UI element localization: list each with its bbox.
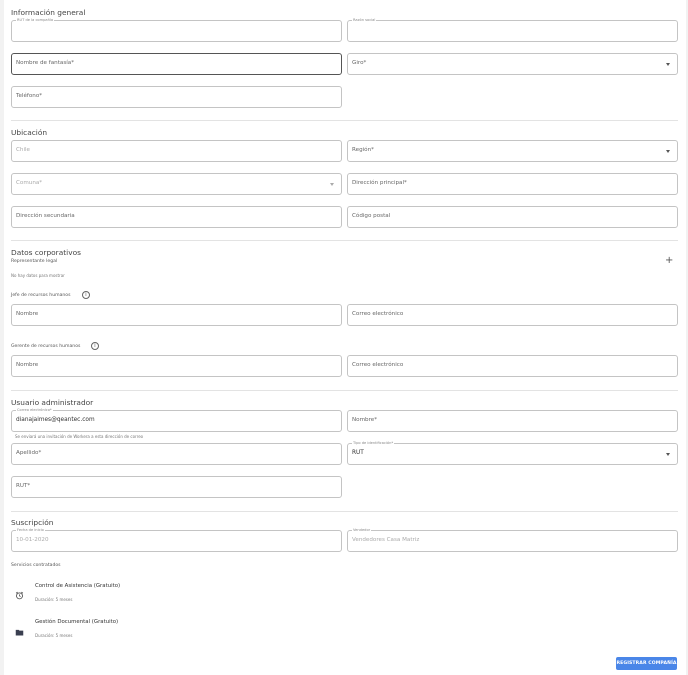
comuna-placeholder: Comuna*	[16, 180, 43, 186]
section-title-corporativos: Datos corporativos	[11, 248, 81, 257]
gerente-rrhh-label: Gerente de recursos humanos	[11, 344, 81, 349]
jefe-correo-field[interactable]	[347, 304, 678, 326]
divider	[11, 390, 678, 391]
gerente-correo-placeholder: Correo electrónico	[352, 362, 404, 368]
registrar-compania-button[interactable]: REGISTRAR COMPAÑÍA	[616, 657, 677, 670]
gerente-correo-field[interactable]	[347, 355, 678, 377]
rut-company-field[interactable]	[11, 20, 342, 42]
service-name: Control de Asistencia (Gratuito)	[35, 583, 121, 589]
codigo-postal-placeholder: Código postal	[352, 213, 391, 219]
fecha-inicio-field[interactable]	[11, 530, 342, 552]
divider	[11, 511, 678, 512]
vendedor-label: Vendedor	[353, 528, 371, 532]
service-duration: Duración: 5 meses	[35, 597, 73, 602]
info-icon[interactable]: i	[82, 291, 90, 299]
razon-social-field[interactable]	[347, 20, 678, 42]
tipo-identificacion-value: RUT	[352, 450, 364, 456]
chevron-down-icon	[666, 63, 670, 66]
company-registration-form	[4, 0, 686, 675]
admin-nombre-placeholder: Nombre*	[352, 417, 378, 423]
rut-company-label: RUT de la compañía	[17, 18, 54, 22]
chevron-down-icon	[330, 183, 334, 186]
jefe-correo-placeholder: Correo electrónico	[352, 311, 404, 317]
region-placeholder: Región*	[352, 147, 374, 153]
direccion-secundaria-placeholder: Dirección secundaria	[16, 213, 75, 219]
nombre-fantasia-placeholder: Nombre de fantasía*	[16, 60, 75, 66]
section-title-general: Información general	[11, 8, 86, 17]
servicios-contratados-label: Servicios contratados	[11, 563, 61, 568]
giro-placeholder: Giro*	[352, 60, 367, 66]
add-representante-button[interactable]: +	[665, 255, 674, 266]
divider	[11, 120, 678, 121]
tipo-identificacion-label: Tipo de identificación*	[353, 441, 394, 445]
no-data-text: No hay datos para mostrar	[11, 273, 65, 278]
fecha-inicio-label: Fecha de inicio	[17, 528, 44, 532]
vendedor-field[interactable]	[347, 530, 678, 552]
jefe-nombre-placeholder: Nombre	[16, 311, 39, 317]
representante-legal-label: Representante legal	[11, 259, 58, 264]
admin-rut-placeholder: RUT*	[16, 483, 31, 489]
razon-social-label: Razón social	[353, 18, 376, 22]
vendedor-value: Vendedores Casa Matriz	[352, 537, 420, 543]
telefono-field[interactable]	[11, 86, 342, 108]
admin-correo-value: dianajaimes@qeantec.com	[16, 417, 95, 423]
pais-field[interactable]	[11, 140, 342, 162]
jefe-rrhh-label: Jefe de recursos humanos	[11, 293, 71, 298]
fecha-inicio-value: 10-01-2020	[16, 537, 49, 543]
alarm-clock-icon	[15, 585, 24, 594]
giro-select[interactable]	[347, 53, 678, 75]
nombre-fantasia-field[interactable]	[11, 53, 342, 75]
admin-correo-field[interactable]	[11, 410, 342, 432]
chevron-down-icon	[666, 150, 670, 153]
jefe-nombre-field[interactable]	[11, 304, 342, 326]
admin-correo-helper: Se enviará una invitación de Workera a esta dirección de correo	[15, 434, 144, 439]
direccion-principal-field[interactable]	[347, 173, 678, 195]
codigo-postal-field[interactable]	[347, 206, 678, 228]
region-select[interactable]	[347, 140, 678, 162]
divider	[11, 240, 678, 241]
service-name: Gestión Documental (Gratuito)	[35, 619, 119, 625]
comuna-select[interactable]	[11, 173, 342, 195]
direccion-principal-placeholder: Dirección principal*	[352, 180, 407, 186]
gerente-nombre-placeholder: Nombre	[16, 362, 39, 368]
service-duration: Duración: 5 meses	[35, 633, 73, 638]
gerente-nombre-field[interactable]	[11, 355, 342, 377]
admin-nombre-field[interactable]	[347, 410, 678, 432]
admin-correo-label: Correo electrónico*	[17, 408, 52, 412]
direccion-secundaria-field[interactable]	[11, 206, 342, 228]
chevron-down-icon	[666, 453, 670, 456]
section-title-suscripcion: Suscripción	[11, 518, 54, 527]
section-title-ubicacion: Ubicación	[11, 128, 48, 137]
telefono-placeholder: Teléfono*	[16, 93, 43, 99]
admin-apellido-placeholder: Apellido*	[16, 450, 42, 456]
folder-icon	[15, 622, 24, 631]
info-icon[interactable]: i	[91, 342, 99, 350]
admin-apellido-field[interactable]	[11, 443, 342, 465]
admin-rut-field[interactable]	[11, 476, 342, 498]
pais-value: Chile	[16, 147, 31, 153]
section-title-admin: Usuario administrador	[11, 398, 94, 407]
tipo-identificacion-select[interactable]	[347, 443, 678, 465]
